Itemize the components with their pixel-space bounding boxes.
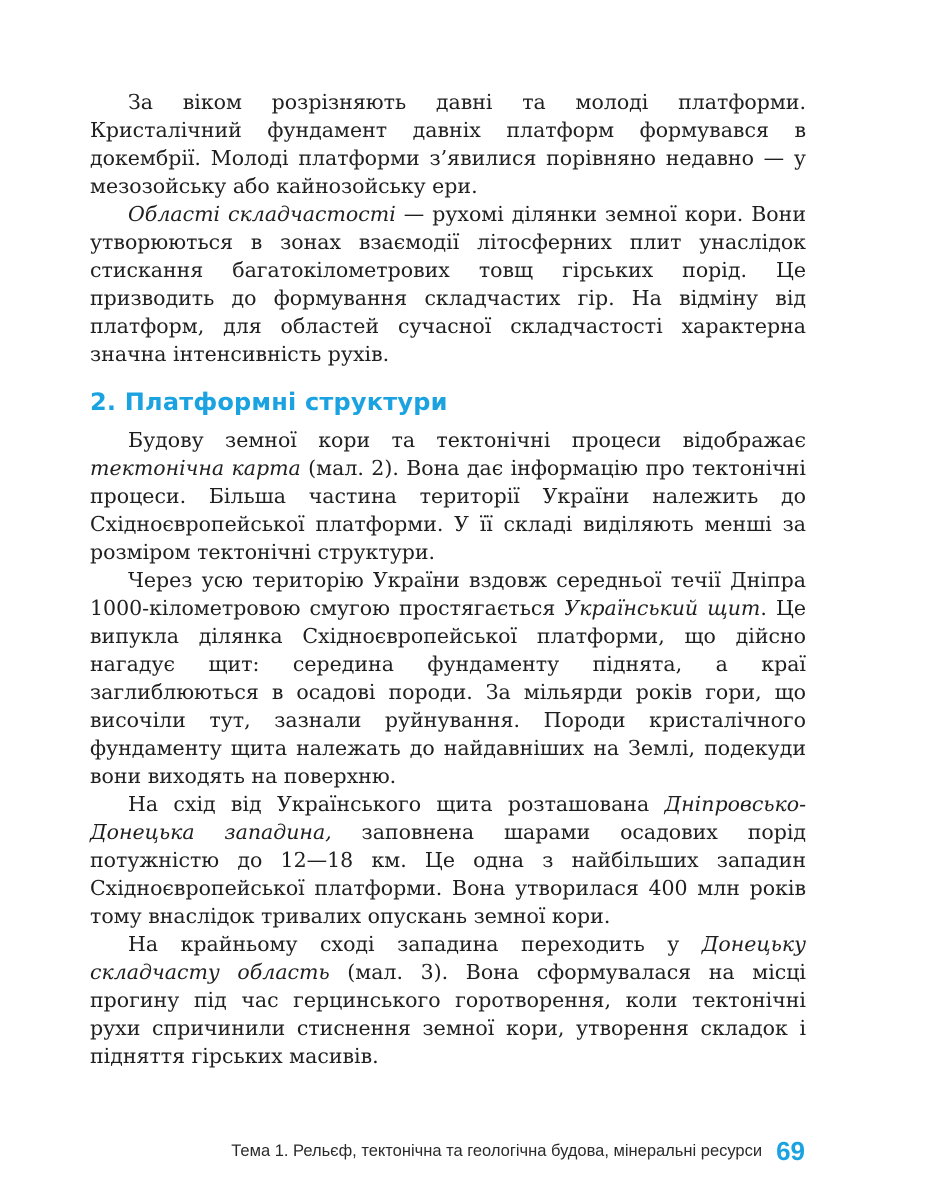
text-run: . Це випукла ділянка Східноєвропейської платформи, що дійсно нагадує щит: середина фундаменту піднята, а краї заглиблюються в осадові породи. За мільярди років гори, що височіли тут, зазнали руйнування. Породи кристалічного фундаменту щита належать до найдавніших на Землі, подекуди вони виходять на поверхню. [90,596,807,788]
page-body [90,88,806,1070]
intro-paragraphs [90,88,806,368]
section-heading: 2. Платформні структури [90,388,448,416]
text-run: (мал. 2). Вона дає інформацію про тектонічні процеси. Більша частина території України належить до Східноєвропейської платформи. У її складі виділяють менші за розміром тектонічні структури. [90,456,806,564]
text-run: На схід від Українського щита розташована [128,792,665,816]
text-run: заповнена шарами осадових порід потужністю до 12—18 км. Це одна з найбільших западин Східноєвропейської платформи. Вона утворилася 400 млн років тому внаслідок тривалих опускань земної кори. [90,820,806,928]
page-number: 69 [776,1136,805,1166]
footer-topic: Тема 1. Рельєф, тектонічна та геологічна будова, мінеральні ресурси [231,1142,763,1160]
text-run: На крайньому сході западина переходить у [128,932,702,956]
text-run: (мал. 3). Вона сформувалася на місці прогину під час герцинського горотворення, коли тектонічні рухи спричинили стиснення земної кори, утворення складок і підняття гірських масивів. [90,960,806,1068]
page-footer [0,1136,805,1167]
paragraph [90,426,806,566]
italic-term: Донецьку складчасту область [90,932,806,984]
section-paragraphs [90,426,806,1070]
text-run: За віком розрізняють давні та молоді платформи. Кристалічний фундамент давніх платформ формувався в докембрії. Молоді платформи з’явилися порівняно недавно — у мезозойську або кайнозойську ери. [90,90,806,198]
text-run: — рухомі ділянки земної кори. Вони утворюються в зонах взаємодії літосферних плит унаслідок стискання багатокілометрових товщ гірських порід. Це призводить до формування складчастих гір. На відміну від платформ, для областей сучасної складчастості характерна значна інтенсивність рухів. [90,202,806,366]
italic-term: тектонічна карта [90,456,301,480]
paragraph [90,790,806,930]
paragraph [90,566,806,790]
paragraph [90,200,806,368]
italic-term: Дніпровсько-Донецька западина, [90,792,806,844]
text-run: Будову земної кори та тектонічні процеси відображає [128,428,806,452]
italic-term: Український щит [564,596,761,620]
text-run: Через усю територію України вздовж середньої течії Дніпра 1000-кілометровою смугою простягається [90,568,806,620]
paragraph [90,930,806,1070]
paragraph [90,88,806,200]
italic-term: Області складчастості [128,202,396,226]
